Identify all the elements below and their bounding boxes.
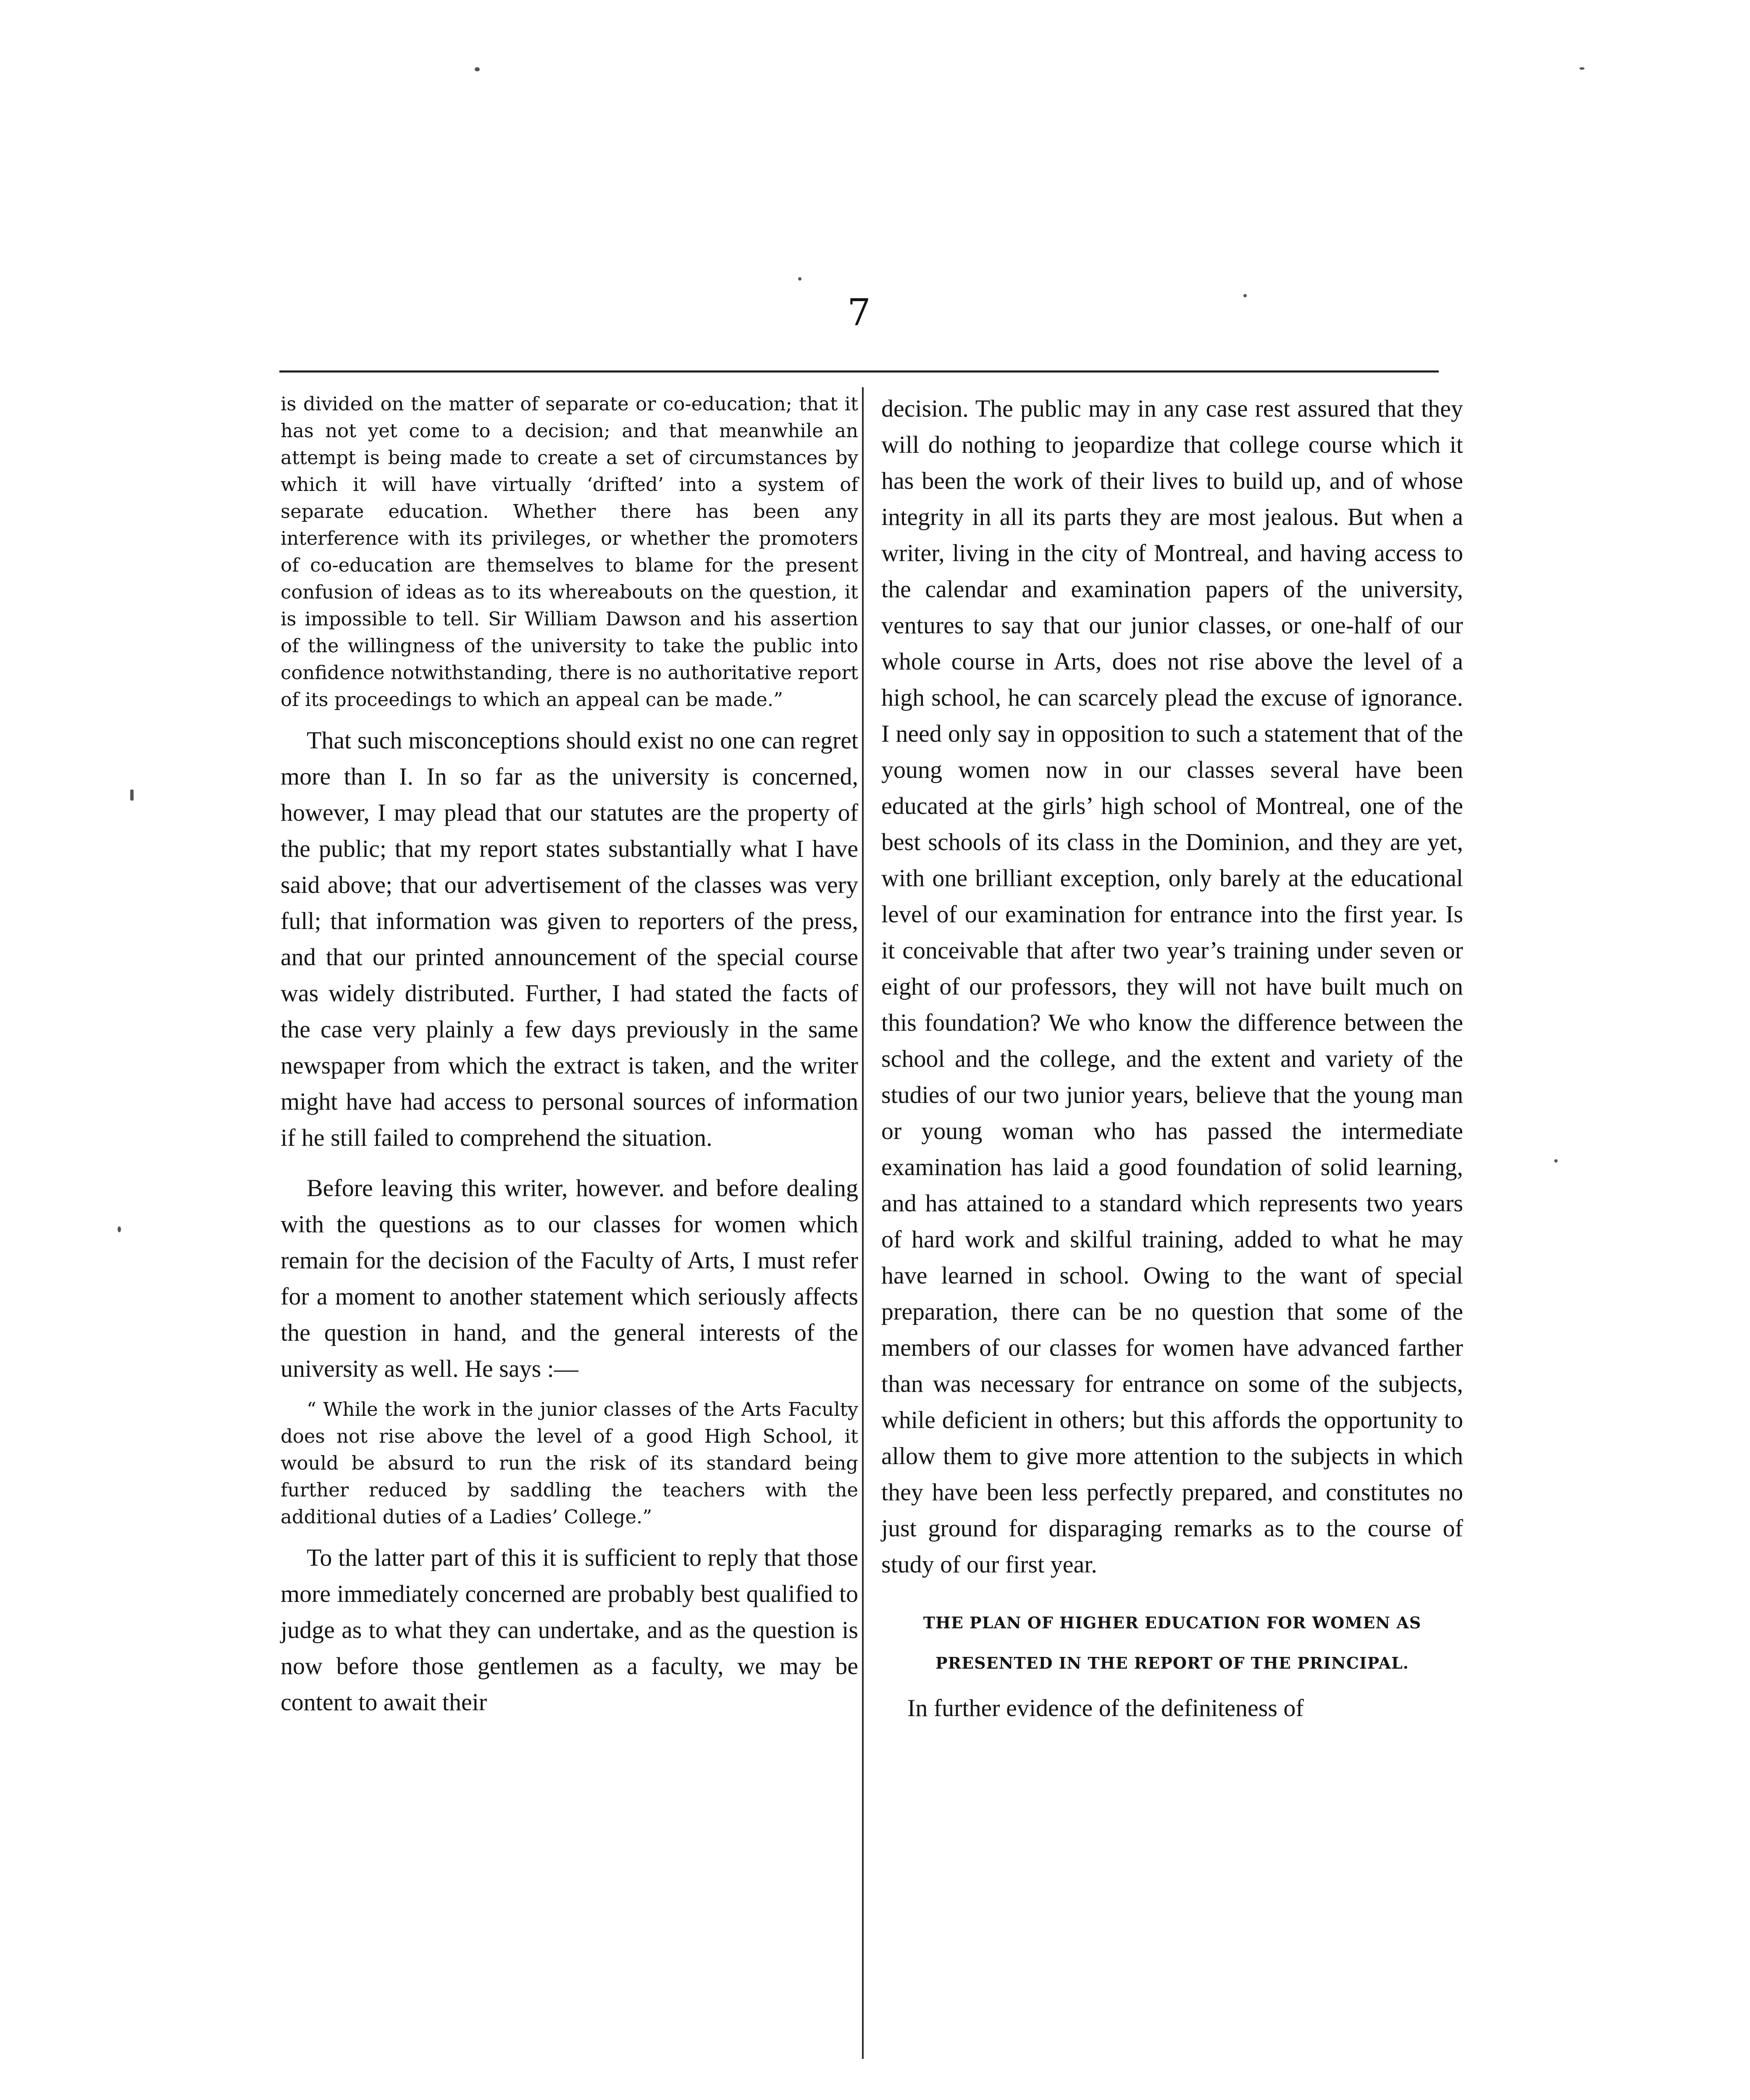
opening-quote: is divided on the matter of separate or co-education; that it has not yet come to a decision; and that meanwhile an attempt is being made to create a set of circumstances by which it will have virtually ‘drifted’ into a system of separate education. Whether there has been any interference with its privileges, or whether the promoters of co-education are themselves to blame for the present confusion of ideas as to its whereabouts on the question, it is impossible to tell. Sir William Dawson and his assertion of the willingness of the university to take the public into confidence notwithstanding, there is no authoritative report of its proceedings to which an appeal can be made.”: [281, 393, 858, 711]
section-heading: THE PLAN OF HIGHER EDUCATION FOR WOMEN AS PRESENTED IN THE REPORT OF THE PRINCIPAL.: [923, 1613, 1422, 1672]
page-number: 7: [847, 291, 871, 334]
paragraph: That such misconceptions should exist no one can regret more than I. In so far as the university is concerned, however, I may plead that our statutes are the property of the public; that my report states substantially what I have said above; that our advertisement of the classes was very full; that information was given to reporters of the press, and that our printed announcement of the special course was widely distributed. Further, I had stated the facts of the case very plainly a few days previously in the same newspaper from which the extract is taken, and the writer might have had access to personal sources of information if he still failed to comprehend the situation.: [281, 727, 858, 1151]
scan-speck: [1579, 67, 1584, 70]
scan-speck: [475, 67, 480, 71]
paragraph: To the latter part of this it is sufficient to reply that those more immediately concerned are probably best qualified to judge as to what they can undertake, and as the question is now before those gentlemen as a faculty, we may be content to await their: [281, 1544, 858, 1716]
scan-speck: [130, 790, 134, 801]
paragraph: decision. The public may in any case rest assured that they will do nothing to jeopardize that college course which it has been the work of their lives to build up, and of whose integrity in all its parts they are most jealous. But when a writer, living in the city of Montreal, and having access to the calendar and examination papers of the university, ventures to say that our junior classes, or one-half of our whole course in Arts, does not rise above the level of a high school, he can scarcely plead the excuse of ignorance. I need only say in opposition to such a statement that of the young women now in our classes several have been educated at the girls’ high school of Montreal, one of the best schools of its class in the Dominion, and they are yet, with one brilliant exception, only barely at the educational level of our examination for entrance into the first year. Is it conceivable that after two year’s training under seven or eight of our professors, they will not have built much on this foundation? We who know the difference between the school and the college, and the extent and variety of the studies of our two junior years, believe that the young man or young woman who has passed the intermediate examination has laid a good foundation of solid learning, and has attained to a standard which represents two years of hard work and skilful training, added to what he may have learned in school. Owing to the want of special preparation, there can be no question that some of the members of our classes for women have advanced farther than was necessary for entrance on some of the subjects, while deficient in others; but this affords the opportunity to allow them to give more attention to the subjects in which they have been less perfectly prepared, and constitutes no just ground for disparaging remarks as to the course of study of our first year.: [881, 395, 1463, 1578]
column-divider: [862, 387, 864, 2059]
scan-speck: [118, 1226, 121, 1232]
block-quote: “ While the work in the junior classes of the Arts Faculty does not rise above the level of a good High School, it would be absurd to run the risk of its standard being further reduced by saddling the teachers with the additional duties of a Ladies’ College.”: [281, 1398, 858, 1528]
scan-speck: [1243, 294, 1247, 297]
paragraph: Before leaving this writer, however. and before dealing with the questions as to our classes for women which remain for the decision of the Faculty of Arts, I must refer for a moment to another statement which seriously affects the question in hand, and the general interests of the university as well. He says :—: [281, 1174, 858, 1382]
scan-speck: [798, 277, 801, 281]
right-column: [881, 391, 1463, 1726]
left-column: [281, 391, 858, 1720]
scan-speck: [1554, 1159, 1558, 1163]
header-rule: [279, 370, 1439, 373]
paragraph: In further evidence of the definiteness of: [907, 1694, 1304, 1722]
